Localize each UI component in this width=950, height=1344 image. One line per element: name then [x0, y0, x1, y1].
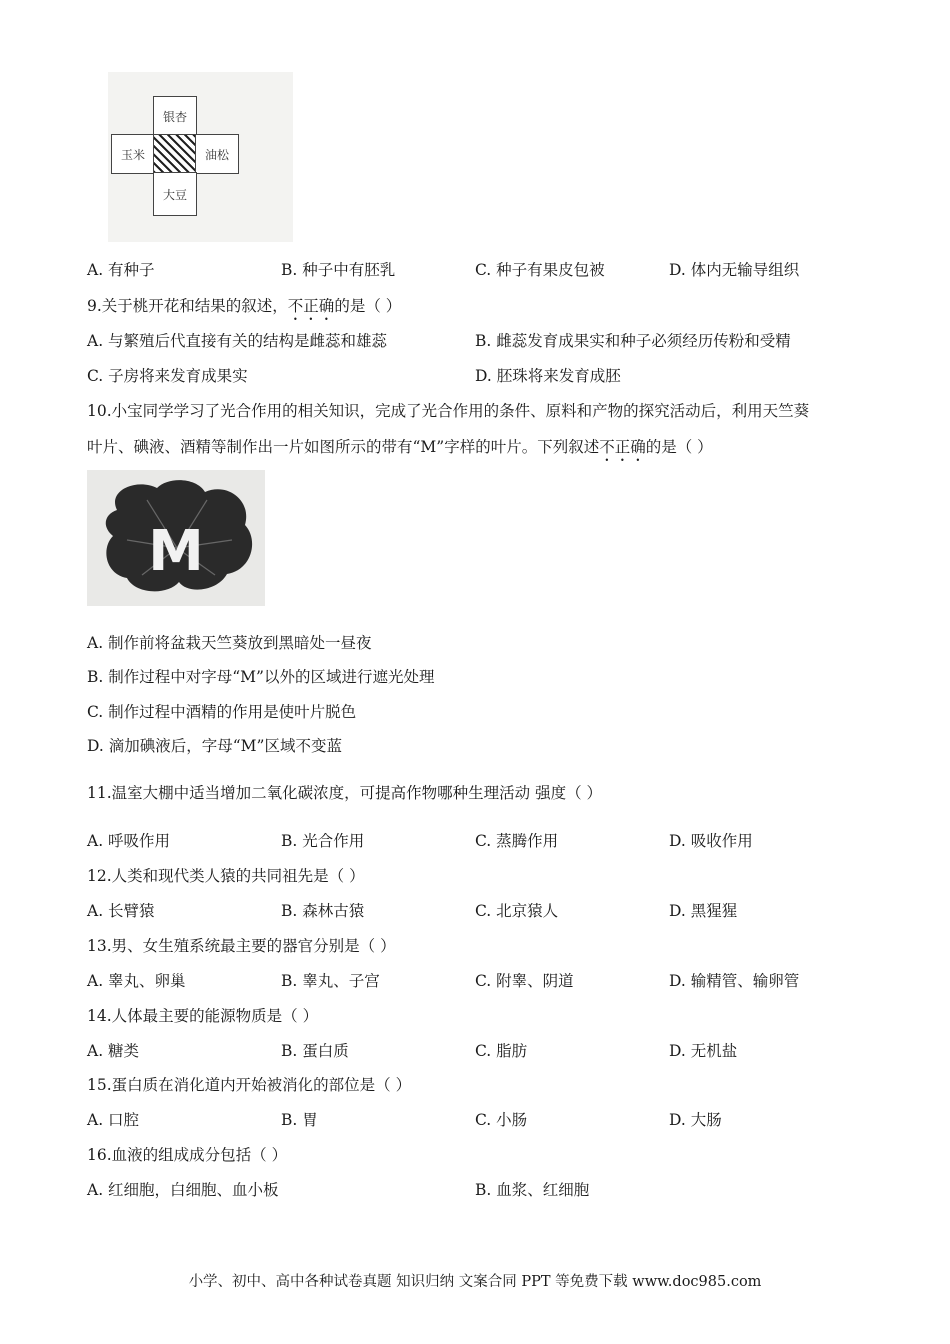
- q10-option-c: C. 制作过程中酒精的作用是使叶片脱色: [87, 703, 357, 721]
- q13-stem: 13.男、女生殖系统最主要的器官分别是（ ）: [87, 937, 396, 955]
- q14-stem: 14.人体最主要的能源物质是（ ）: [87, 1007, 319, 1025]
- q9-stem-pre: 9.关于桃开花和结果的叙述，: [87, 297, 288, 315]
- q10-option-d: D. 滴加碘液后，字母“M”区域不变蓝: [87, 737, 342, 755]
- q16-stem: 16.血液的组成成分包括（ ）: [87, 1146, 288, 1164]
- q8-option-a: A. 有种子: [87, 261, 155, 279]
- q9-stem: [87, 296, 401, 324]
- box-center-hatched: [153, 134, 197, 174]
- q15-option-b: B. 胃: [281, 1111, 318, 1129]
- q12-option-a: A. 长臂猿: [87, 902, 155, 920]
- q11-option-c: C. 蒸腾作用: [475, 832, 559, 850]
- box-top: [153, 96, 197, 136]
- q13-option-d: D. 输精管、输卵管: [669, 972, 800, 990]
- q8-option-b: B. 种子中有胚乳: [281, 261, 396, 279]
- q10-stem-emphasis: 不正确: [599, 438, 646, 456]
- q12-option-d: D. 黑猩猩: [669, 902, 738, 920]
- q9-option-b: B. 雌蕊发育成果实和种子必须经历传粉和受精: [475, 332, 791, 350]
- plant-cross-figure: [108, 72, 293, 242]
- box-bottom: [153, 172, 197, 216]
- box-right-label: 油松: [204, 147, 229, 162]
- q9-option-a: A. 与繁殖后代直接有关的结构是雌蕊和雄蕊: [87, 332, 388, 350]
- q11-option-d: D. 吸收作用: [669, 832, 753, 850]
- q12-option-b: B. 森林古猿: [281, 902, 365, 920]
- leaf-image: [87, 470, 265, 606]
- q14-option-c: C. 脂肪: [475, 1042, 528, 1060]
- footer-link-text[interactable]: 小学、初中、高中各种试卷真题 知识归纳 文案合同 PPT 等免费下载 www.doc985.com: [188, 1274, 762, 1290]
- q9-option-d: D. 胚珠将来发育成胚: [475, 367, 621, 385]
- box-top-label: 银杏: [162, 109, 187, 124]
- q13-option-a: A. 睾丸、卵巢: [87, 972, 186, 990]
- q15-option-d: D. 大肠: [669, 1111, 722, 1129]
- q9-stem-emphasis: 不正确: [287, 297, 335, 315]
- q12-stem: 12.人类和现代类人猿的共同祖先是（ ）: [87, 867, 365, 885]
- q12-option-c: C. 北京猿人: [475, 902, 559, 920]
- q10-stem-pre: 叶片、碘液、酒精等制作出一片如图所示的带有“M”字样的叶片。下列叙述: [87, 438, 600, 456]
- box-bottom-label: 大豆: [162, 187, 187, 202]
- box-left-label: 玉米: [120, 147, 145, 162]
- q11-option-a: A. 呼吸作用: [87, 832, 171, 850]
- box-right: [195, 134, 239, 174]
- q10-stem-line2: [87, 437, 713, 465]
- q10-option-a: A. 制作前将盆栽天竺葵放到黑暗处一昼夜: [87, 634, 372, 652]
- q15-option-a: A. 口腔: [87, 1111, 140, 1129]
- q15-stem: 15.蛋白质在消化道内开始被消化的部位是（ ）: [87, 1076, 412, 1094]
- q14-option-d: D. 无机盐: [669, 1042, 738, 1060]
- q10-option-b: B. 制作过程中对字母“M”以外的区域进行遮光处理: [87, 668, 435, 686]
- q10-stem-line1: 10.小宝同学学习了光合作用的相关知识，完成了光合作用的条件、原料和产物的探究活动后，利用天竺葵: [87, 402, 810, 420]
- leaf-letter: M: [148, 519, 204, 584]
- q13-option-b: B. 睾丸、子宫: [281, 972, 380, 990]
- leaf-figure: [87, 470, 265, 606]
- q14-option-b: B. 蛋白质: [281, 1042, 349, 1060]
- box-left: [111, 134, 155, 174]
- q15-option-c: C. 小肠: [475, 1111, 528, 1129]
- q16-option-a: A. 红细胞，白细胞、血小板: [87, 1181, 279, 1199]
- q8-option-d: D. 体内无输导组织: [669, 261, 800, 279]
- q11-option-b: B. 光合作用: [281, 832, 365, 850]
- q13-option-c: C. 附睾、阴道: [475, 972, 574, 990]
- q14-option-a: A. 糖类: [87, 1042, 140, 1060]
- q11-stem: 11.温室大棚中适当增加二氧化碳浓度，可提高作物哪种生理活动 强度（ ）: [87, 784, 603, 802]
- q8-option-c: C. 种子有果皮包被: [475, 261, 605, 279]
- q10-stem-post: 的是（ ）: [645, 438, 713, 456]
- q9-option-c: C. 子房将来发育成果实: [87, 367, 248, 385]
- q9-stem-post: 的是（ ）: [334, 297, 402, 315]
- q16-option-b: B. 血浆、红细胞: [475, 1181, 590, 1199]
